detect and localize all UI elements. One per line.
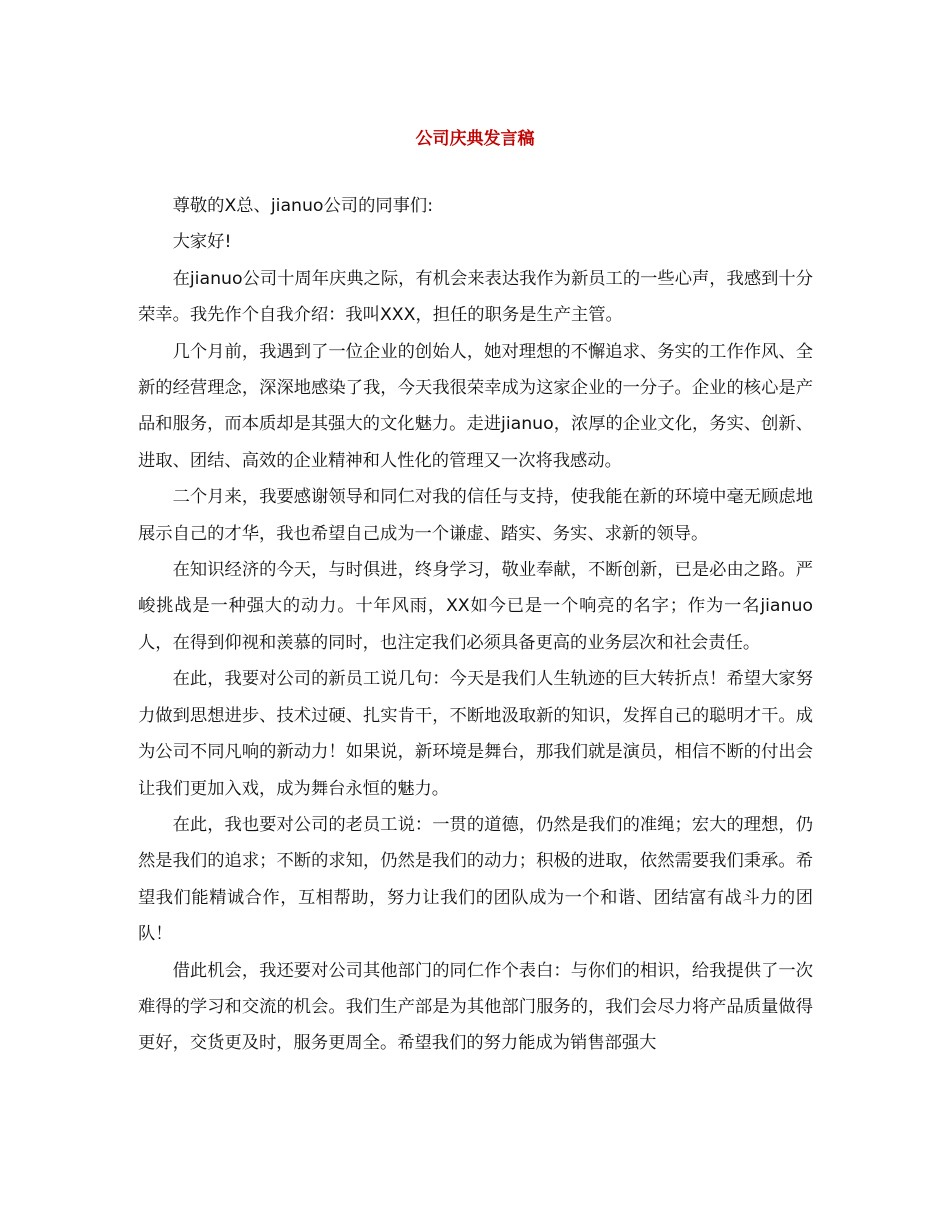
salutation: 尊敬的X总、jianuo公司的同事们: xyxy=(172,196,434,216)
greeting: 大家好! xyxy=(172,232,232,253)
paragraph: 几个月前，我遇到了一位企业的创始人，她对理想的不懈追求、务实的工作作风、全新的经营理念，深深地感染了我，今天我很荣幸成为这家企业的一分子。企业的核心是产品和服务，而本质却是其强大的文化魅力。走进jianuo，浓厚的企业文化，务实、创新、进取、团结、高效的企业精神和人性化的管理又一次将我感动。 xyxy=(138,341,813,471)
paragraph: 在jianuo公司十周年庆典之际，有机会来表达我作为新员工的一些心声，我感到十分荣幸。我先作个自我介绍：我叫XXX，担任的职务是生产主管。 xyxy=(138,268,813,326)
paragraph: 在此，我要对公司的新员工说几句：今天是我们人生轨迹的巨大转折点！希望大家努力做到思想进步、技术过硬、扎实肯干，不断地汲取新的知识，发挥自己的聪明才干。成为公司不同凡响的新动力！如果说，新环境是舞台，那我们就是演员，相信不断的付出会让我们更加入戏，成为舞台永恒的魅力。 xyxy=(138,669,813,799)
paragraph: 在此，我也要对公司的老员工说：一贯的道德，仍然是我们的准绳；宏大的理想，仍然是我们的追求；不断的求知，仍然是我们的动力；积极的进取，依然需要我们秉承。希望我们能精诚合作，互相帮助，努力让我们的团队成为一个和谐、团结富有战斗力的团队！ xyxy=(138,814,813,945)
document-body xyxy=(138,188,813,1062)
document-title: 公司庆典发言稿 xyxy=(415,129,535,149)
paragraph: 在知识经济的今天，与时俱进，终身学习，敬业奉献，不断创新，已是必由之路。严峻挑战是一种强大的动力。十年风雨，XX如今已是一个响亮的名字；作为一名jianuo人，在得到仰视和羡慕的同时，也注定我们必须具备更高的业务层次和社会责任。 xyxy=(138,560,813,653)
paragraph: 二个月来，我要感谢领导和同仁对我的信任与支持，使我能在新的环境中毫无顾虑地展示自己的才华，我也希望自己成为一个谦虚、踏实、务实、求新的领导。 xyxy=(138,487,813,544)
paragraph: 借此机会，我还要对公司其他部门的同仁作个表白：与你们的相识，给我提供了一次难得的学习和交流的机会。我们生产部是为其他部门服务的，我们会尽力将产品质量做得更好，交货更及时，服务更周全。希望我们的努力能成为销售部强大 xyxy=(138,960,813,1054)
